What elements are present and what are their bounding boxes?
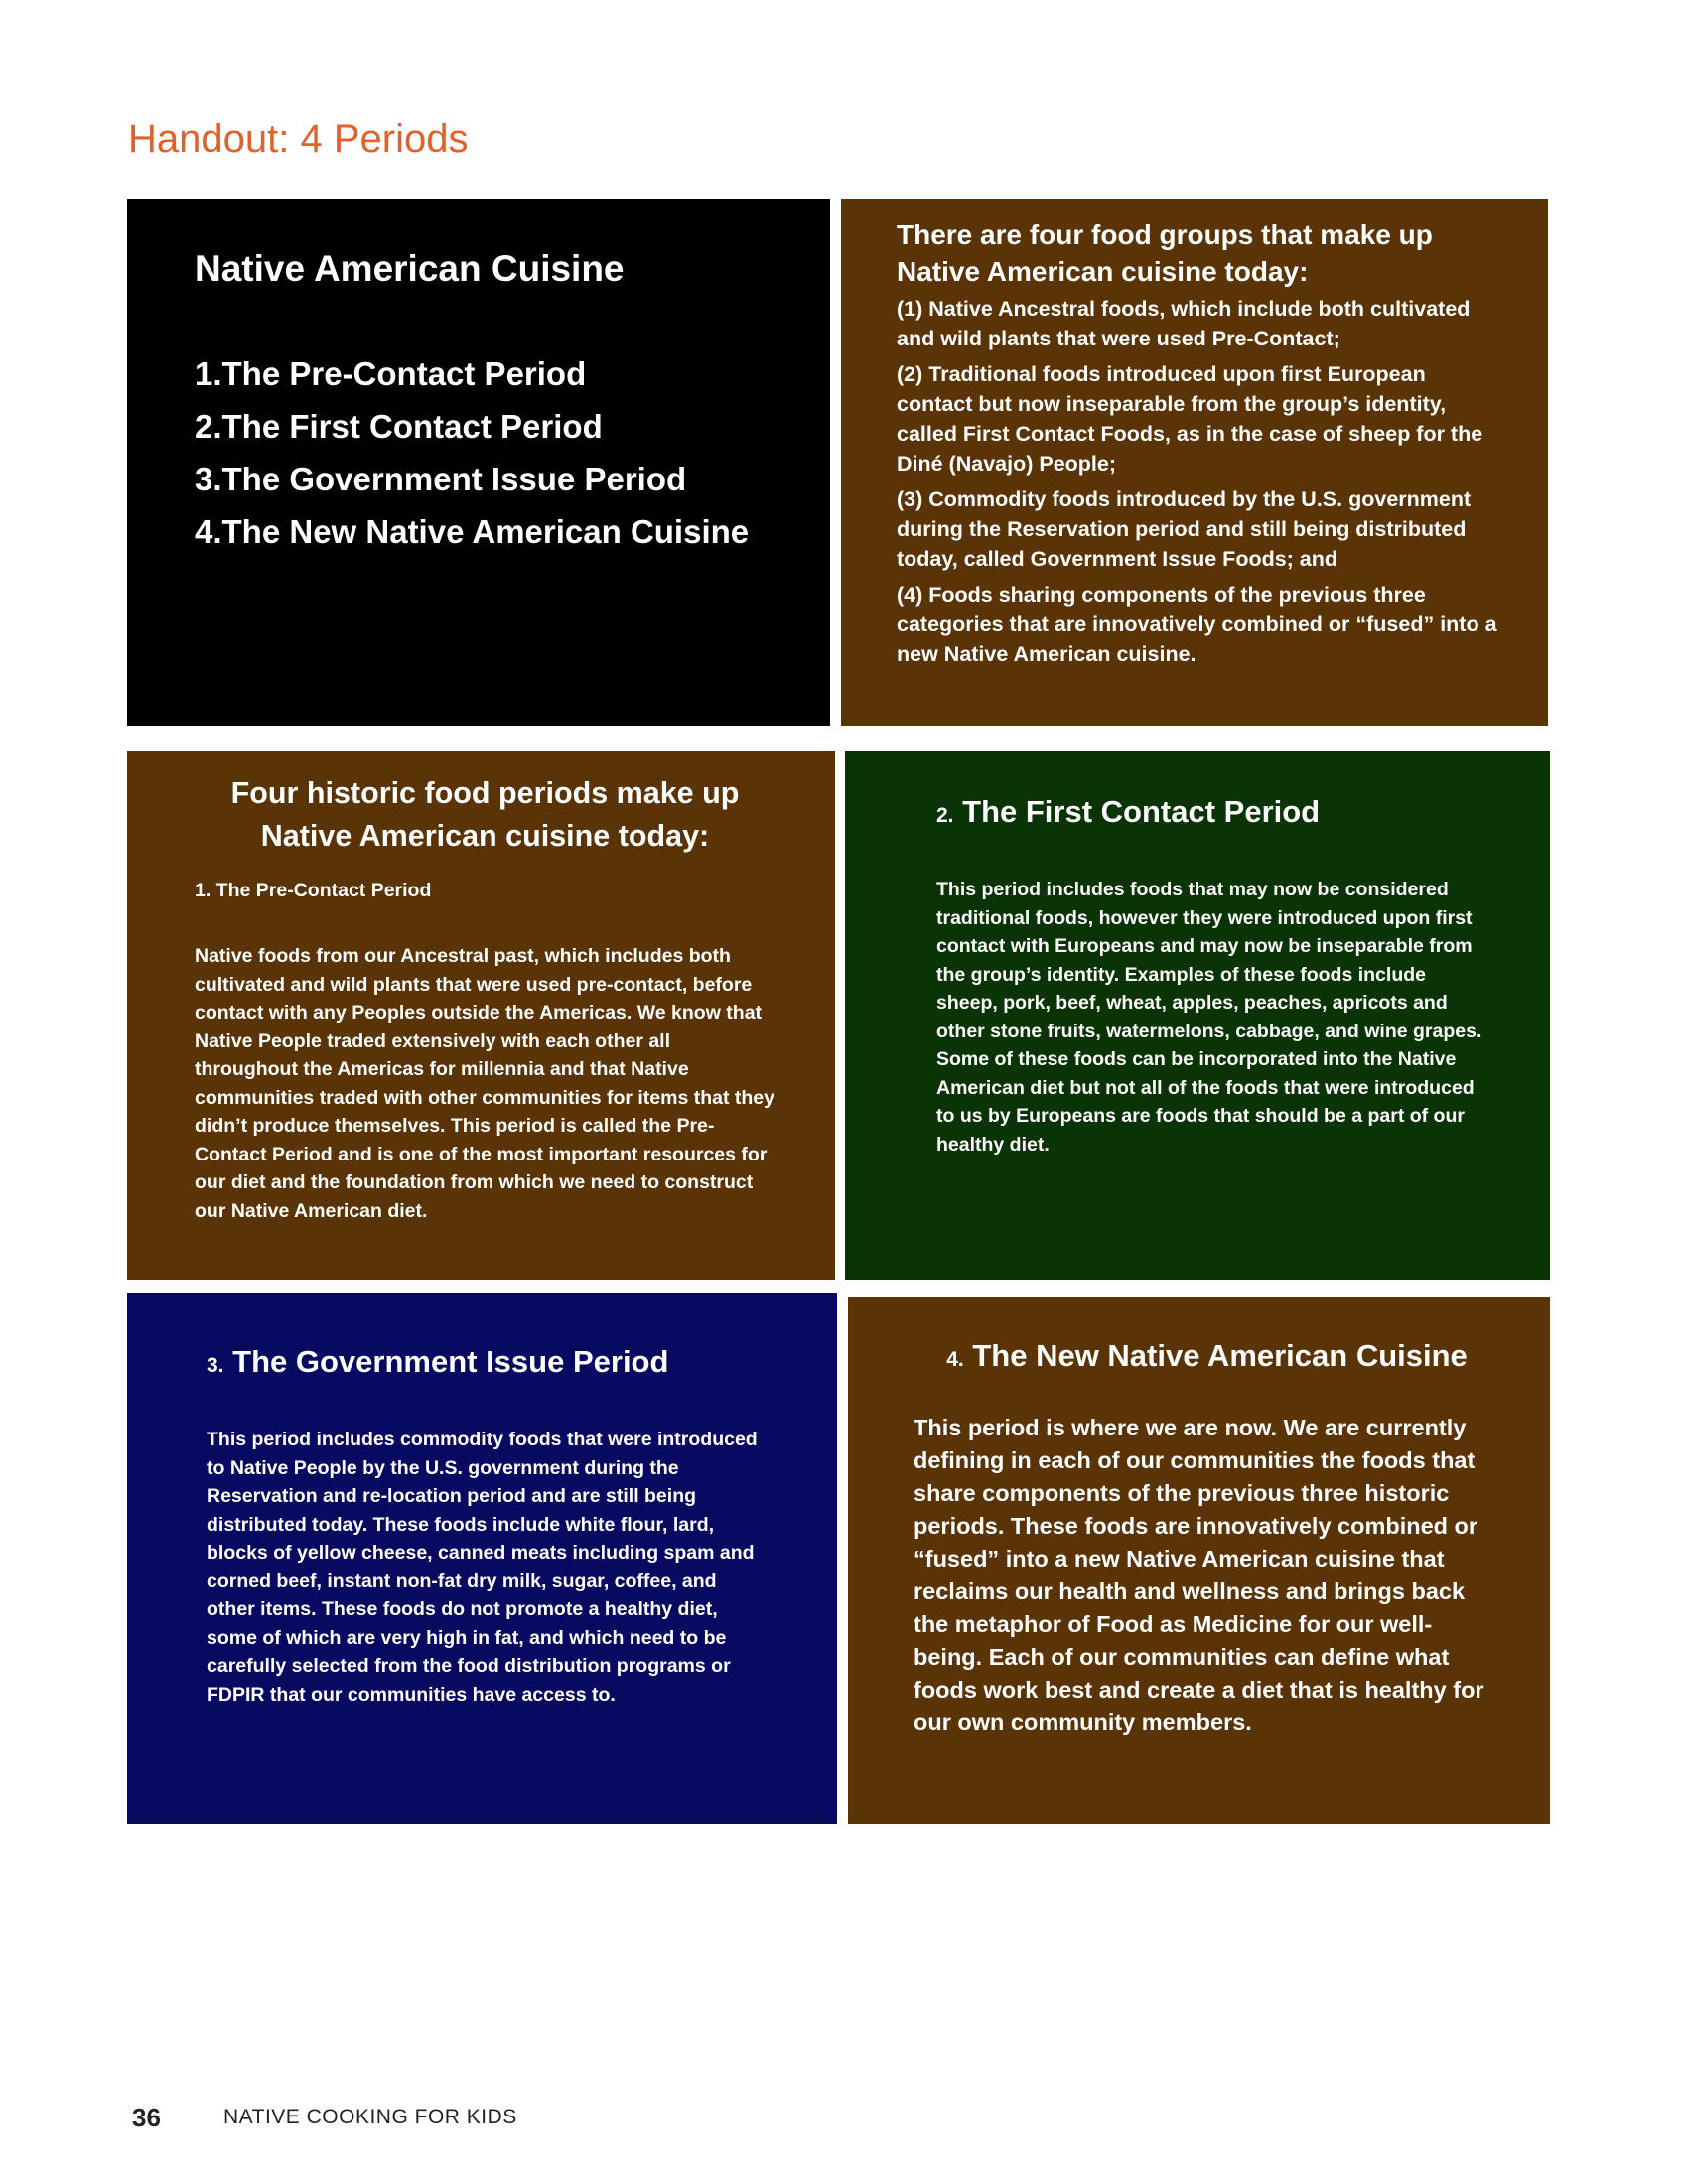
government-issue-body: This period includes commodity foods that were introduced to Native People by the U.S. government during the Reservation and re-location period and are still being distributed today. These foods include white flour, lard, blocks of yellow cheese, canned meats including spam and corned beef, instant non-fat dry milk, sugar, coffee, and other items. These foods do not promote a healthy diet, some of which are very high in fat, and which need to be carefully selected from the food distribution programs or FDPIR that our communities have access to.	[207, 1429, 758, 1706]
food-group-3: (3) Commodity foods introduced by the U.S. government during the Reservation period and still being distributed today, called Government Issue Foods; and	[897, 487, 1472, 571]
overview-item-1: 1.The Pre-Contact Period	[195, 355, 587, 392]
page-number: 36	[132, 2103, 161, 2132]
first-contact-panel	[845, 751, 1550, 1280]
food-groups-title: There are four food groups that make up Native American cuisine today:	[897, 219, 1433, 287]
food-group-2: (2) Traditional foods introduced upon first European contact but now inseparable from the group’s identity, called First Contact Foods, as in the case of sheep for the Diné (Navajo) People;	[897, 362, 1483, 476]
pre-contact-subhead: 1. The Pre-Contact Period	[195, 880, 432, 901]
page-heading: Handout: 4 Periods	[128, 117, 469, 161]
first-contact-title: The First Contact Period	[962, 794, 1321, 829]
pre-contact-body: Native foods from our Ancestral past, which includes both cultivated and wild plants that were used pre-contact, before contact with any Peoples outside the Americas. We know that Native People traded extensively with each other all throughout the Americas for millennia and that Native communities traded with other communities for items that they didn’t produce themselves. This period is called the Pre-Contact Period and is one of the most important resources for our diet and the foundation from which we need to construct our Native American diet.	[195, 945, 775, 1222]
pre-contact-panel	[127, 751, 835, 1280]
first-contact-number: 2.	[936, 804, 954, 827]
first-contact-heading	[936, 794, 1490, 830]
overview-item-4: 4.The New Native American Cuisine	[195, 513, 750, 550]
food-group-1: (1) Native Ancestral foods, which include both cultivated and wild plants that were used Pre-Contact;	[897, 297, 1471, 350]
overview-item-3: 3.The Government Issue Period	[195, 461, 687, 497]
government-issue-heading	[207, 1344, 768, 1380]
new-cuisine-number: 4.	[946, 1348, 964, 1371]
footer-book-title: NATIVE COOKING FOR KIDS	[223, 2106, 517, 2128]
new-cuisine-body: This period is where we are now. We are currently defining in each of our communities the foods that share components of the previous three historic periods. These foods are innovatively combined or “fused” into a new Native American cuisine that reclaims our health and wellness and brings back the metaphor of Food as Medicine for our well-being. Each of our communities can define what foods work best and create a diet that is healthy for our own community members.	[914, 1415, 1484, 1735]
overview-item-2: 2.The First Contact Period	[195, 408, 603, 445]
government-issue-panel	[127, 1293, 837, 1824]
new-cuisine-heading	[914, 1338, 1500, 1374]
overview-panel	[127, 199, 830, 726]
new-cuisine-panel	[848, 1297, 1550, 1824]
overview-title: Native American Cuisine	[195, 248, 625, 289]
new-cuisine-title: The New Native American Cuisine	[972, 1338, 1468, 1373]
first-contact-body: This period includes foods that may now be considered traditional foods, however they were introduced upon first contact with Europeans and may now be inseparable from the group’s identity. Examples of these foods include sheep, pork, beef, wheat, apples, peaches, apricots and other stone fruits, watermelons, cabbage, and wine grapes. Some of these foods can be incorporated into the Native American diet but not all of the foods that were introduced to us by Europeans are foods that should be a part of our healthy diet.	[936, 879, 1482, 1156]
historic-periods-title: Four historic food periods make up Native American cuisine today:	[230, 776, 740, 853]
government-issue-number: 3.	[207, 1354, 224, 1377]
food-group-4: (4) Foods sharing components of the previous three categories that are innovatively combined or “fused” into a new Native American cuisine.	[897, 583, 1497, 666]
food-groups-panel	[841, 199, 1548, 726]
government-issue-title: The Government Issue Period	[232, 1344, 669, 1379]
